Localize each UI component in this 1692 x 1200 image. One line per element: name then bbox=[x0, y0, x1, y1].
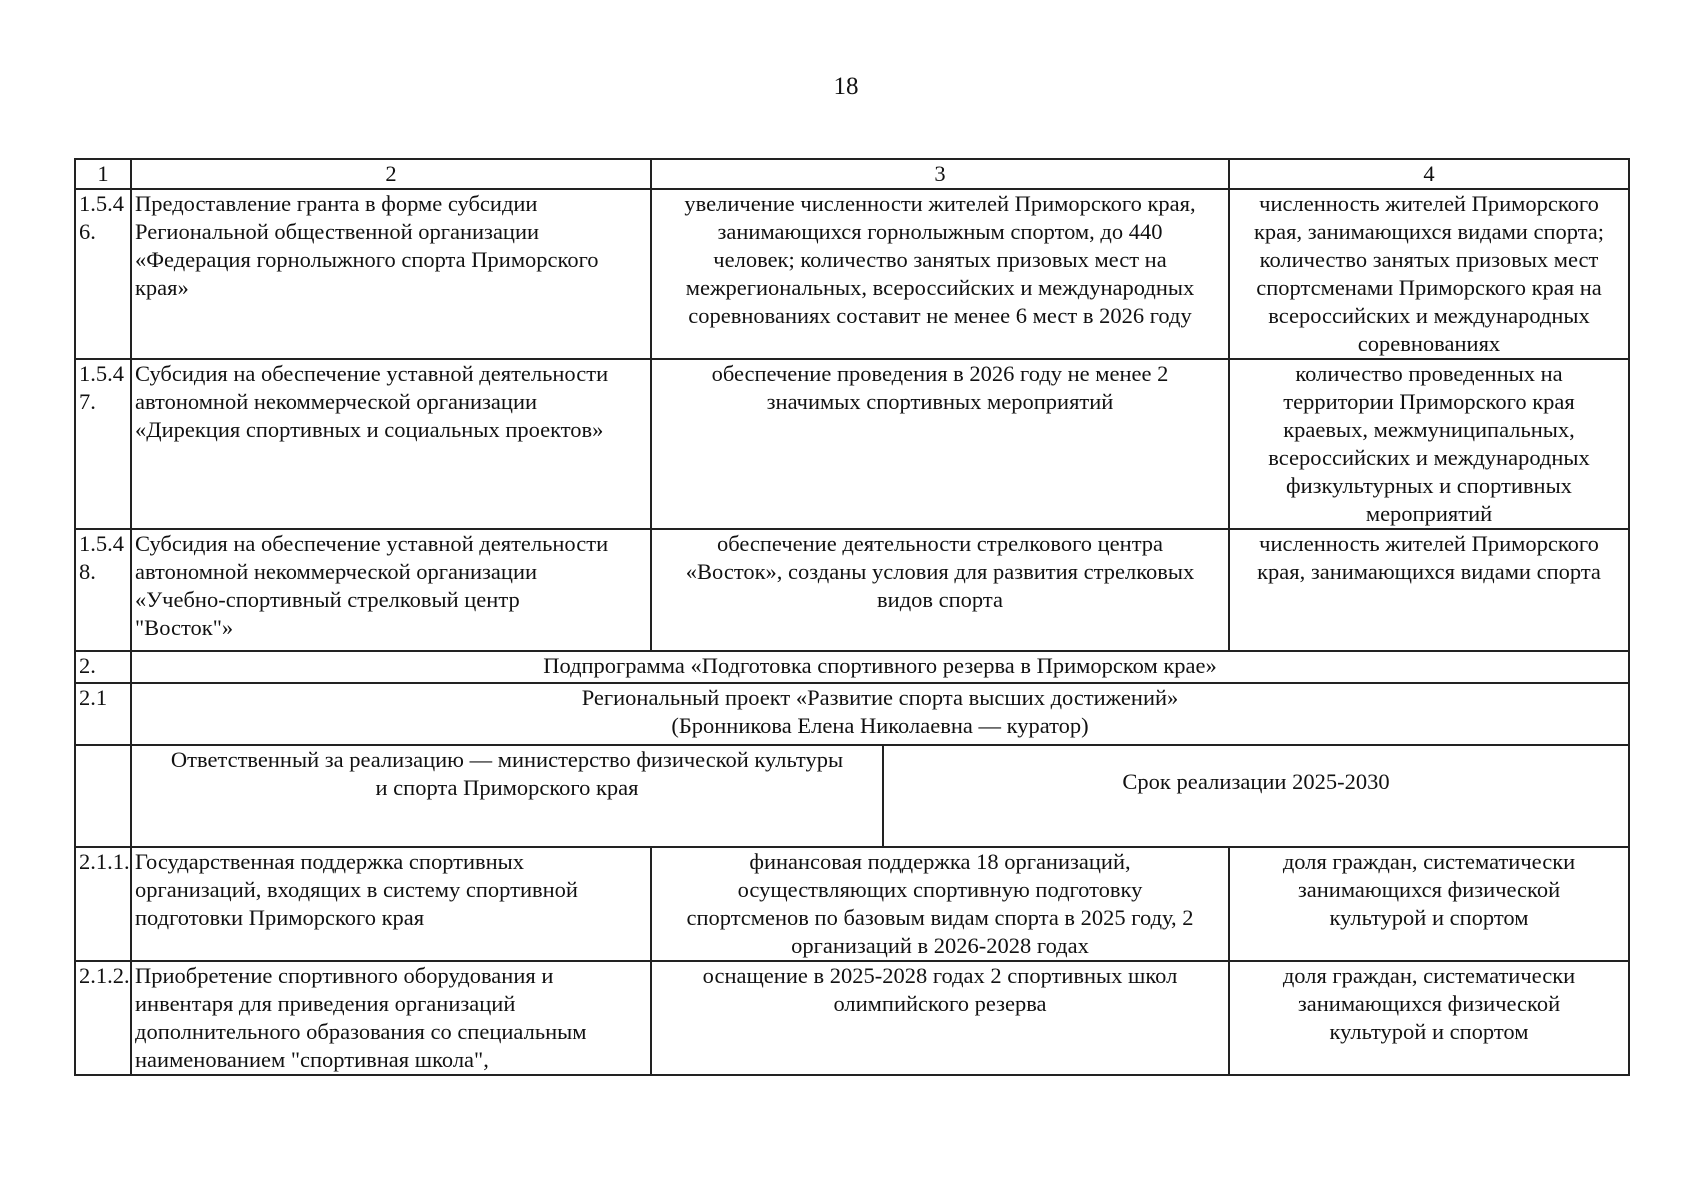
indicator: доля граждан, систематически занимающихся физической культурой и спортом bbox=[1229, 961, 1629, 1075]
expected-result: оснащение в 2025-2028 годах 2 спортивных школ олимпийского резерва bbox=[651, 961, 1229, 1075]
empty-cell bbox=[75, 745, 131, 847]
indicator: численность жителей Приморского края, занимающихся видами спорта bbox=[1229, 529, 1629, 651]
table-row bbox=[75, 847, 1629, 961]
measure-name: Государственная поддержка спортивных организаций, входящих в систему спортивной подготовки Приморского края bbox=[131, 847, 651, 961]
measure-name: Субсидия на обеспечение уставной деятельности автономной некоммерческой организации «Дирекция спортивных и социальных проектов» bbox=[131, 359, 651, 529]
row-number: 2.1.2. bbox=[75, 961, 131, 1075]
expected-result: финансовая поддержка 18 организаций, осуществляющих спортивную подготовку спортсменов по базовым видам спорта в 2025 году, 2 организаций в 2026-2028 годах bbox=[651, 847, 1229, 961]
measure-name: Предоставление гранта в форме субсидии Региональной общественной организации «Федерация горнолыжного спорта Приморского края» bbox=[131, 189, 651, 359]
row-number: 1.5.4 7. bbox=[75, 359, 131, 529]
row-number: 2.1.1. bbox=[75, 847, 131, 961]
subprogram-title: Подпрограмма «Подготовка спортивного резерва в Приморском крае» bbox=[131, 651, 1629, 683]
responsible-party: Ответственный за реализацию — министерство физической культуры и спорта Приморского края bbox=[131, 745, 883, 847]
project-title: Региональный проект «Развитие спорта высших достижений» (Бронникова Елена Николаевна — куратор) bbox=[131, 683, 1629, 745]
page-number: 18 bbox=[833, 73, 859, 100]
header-col-4: 4 bbox=[1229, 159, 1629, 189]
indicator: численность жителей Приморского края, занимающихся видами спорта; количество занятых призовых мест спортсменами Приморского края на всероссийских и международных соревнованиях bbox=[1229, 189, 1629, 359]
table-row bbox=[75, 359, 1629, 529]
project-row bbox=[75, 683, 1629, 745]
header-col-3: 3 bbox=[651, 159, 1229, 189]
indicator: доля граждан, систематически занимающихся физической культурой и спортом bbox=[1229, 847, 1629, 961]
measure-name: Субсидия на обеспечение уставной деятельности автономной некоммерческой организации «Учебно-спортивный стрелковый центр "Восток"» bbox=[131, 529, 651, 651]
responsible-row bbox=[75, 745, 1629, 847]
row-number: 2. bbox=[75, 651, 131, 683]
indicator: количество проведенных на территории Приморского края краевых, межмуниципальных, всероссийских и международных физкультурных и спортивных мероприятий bbox=[1229, 359, 1629, 529]
row-number: 2.1 bbox=[75, 683, 131, 745]
header-col-1: 1 bbox=[75, 159, 131, 189]
header-col-2: 2 bbox=[131, 159, 651, 189]
subprogram-row bbox=[75, 651, 1629, 683]
expected-result: увеличение численности жителей Приморского края, занимающихся горнолыжным спортом, до 440 человек; количество занятых призовых мест на межрегиональных, всероссийских и международных соревнованиях составит не менее 6 мест в 2026 году bbox=[651, 189, 1229, 359]
header-row bbox=[75, 159, 1629, 189]
table-row bbox=[75, 961, 1629, 1075]
row-number: 1.5.4 6. bbox=[75, 189, 131, 359]
implementation-term: Срок реализации 2025-2030 bbox=[883, 745, 1629, 847]
measure-name: Приобретение спортивного оборудования и инвентаря для приведения организаций дополнительного образования со специальным наименованием "спортивная школа", bbox=[131, 961, 651, 1075]
program-table bbox=[74, 158, 1630, 1076]
row-number: 1.5.4 8. bbox=[75, 529, 131, 651]
expected-result: обеспечение деятельности стрелкового центра «Восток», созданы условия для развития стрелковых видов спорта bbox=[651, 529, 1229, 651]
table-row bbox=[75, 529, 1629, 651]
table-row bbox=[75, 189, 1629, 359]
expected-result: обеспечение проведения в 2026 году не менее 2 значимых спортивных мероприятий bbox=[651, 359, 1229, 529]
